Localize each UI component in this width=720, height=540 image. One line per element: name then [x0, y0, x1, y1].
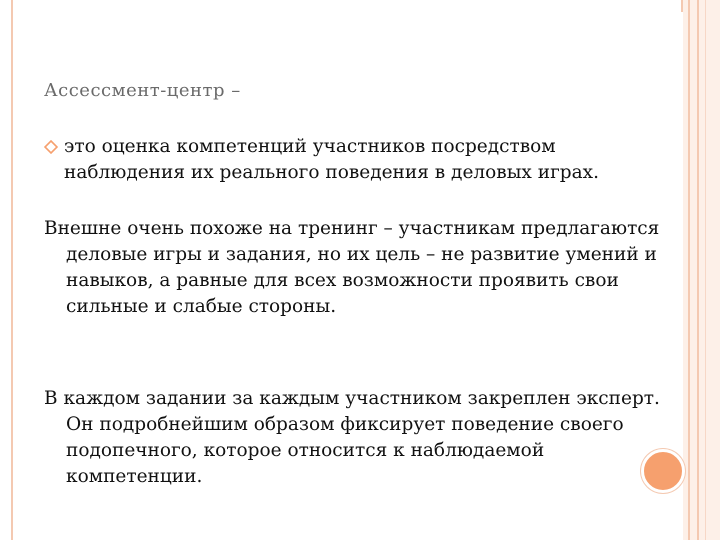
- diamond-bullet-icon: [44, 140, 58, 154]
- right-border-line: [688, 0, 690, 540]
- slide-title: Ассессмент-центр –: [44, 80, 241, 101]
- bullet-item: [44, 134, 644, 186]
- right-border-line: [705, 0, 706, 540]
- right-border-line: [697, 0, 699, 540]
- paragraph-1: Внешне очень похоже на тренинг – участникам предлагаются деловые игры и задания, но их цель – не развитие умений и навыков, а равные для всех возможности проявить свои сильные и слабые стороны.: [44, 218, 660, 317]
- bullet-text: это оценка компетенций участников посредством наблюдения их реального поведения в деловых играх.: [64, 136, 599, 183]
- paragraph-2: В каждом задании за каждым участником закреплен эксперт. Он подробнейшим образом фиксирует поведение своего подопечного, которое относится к наблюдаемой компетенции.: [44, 388, 660, 487]
- left-border-line: [11, 0, 13, 540]
- top-border-frame: [11, 0, 683, 12]
